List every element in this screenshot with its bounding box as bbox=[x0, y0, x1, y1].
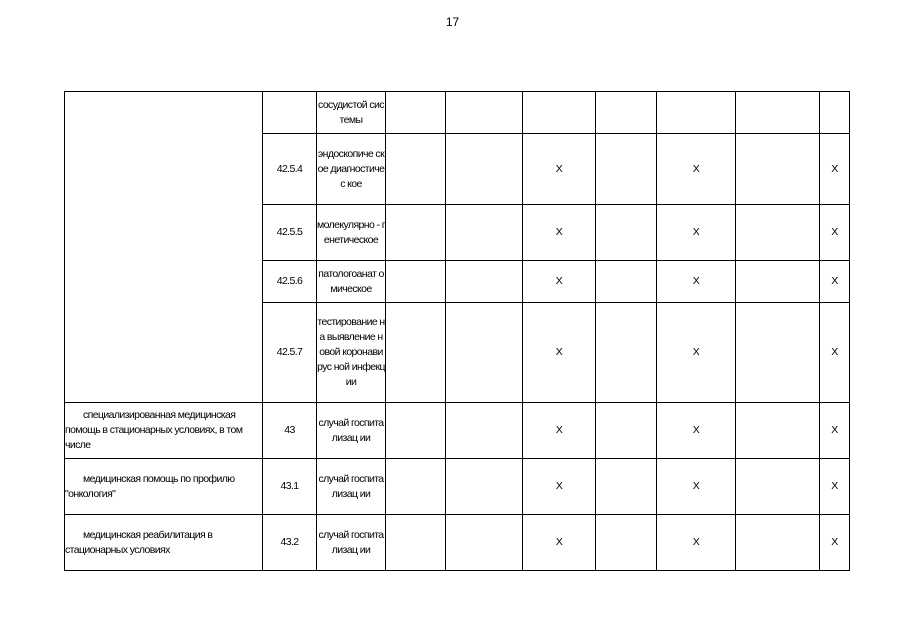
row-value: Х bbox=[523, 459, 596, 515]
row-value: Х bbox=[657, 303, 736, 403]
row-value: Х bbox=[523, 303, 596, 403]
row-value bbox=[596, 515, 657, 571]
row-value: Х bbox=[657, 205, 736, 261]
row-value bbox=[446, 261, 523, 303]
row-unit: случай госпитализац ии bbox=[317, 403, 386, 459]
row-value bbox=[657, 92, 736, 134]
row-value bbox=[596, 92, 657, 134]
row-value bbox=[386, 92, 446, 134]
row-value: Х bbox=[820, 403, 850, 459]
row-code: 42.5.7 bbox=[263, 303, 317, 403]
row-value: Х bbox=[523, 261, 596, 303]
row-value bbox=[386, 403, 446, 459]
row-value bbox=[596, 261, 657, 303]
row-value: Х bbox=[820, 459, 850, 515]
row-value bbox=[446, 92, 523, 134]
row-value bbox=[446, 134, 523, 205]
row-unit: молекулярно - генетическое bbox=[317, 205, 386, 261]
row-value bbox=[820, 92, 850, 134]
row-value bbox=[736, 261, 820, 303]
row-code: 42.5.6 bbox=[263, 261, 317, 303]
table-row bbox=[65, 403, 850, 459]
row-code: 42.5.5 bbox=[263, 205, 317, 261]
row-value: Х bbox=[820, 515, 850, 571]
row-value bbox=[596, 134, 657, 205]
row-value bbox=[736, 205, 820, 261]
row-value: Х bbox=[657, 403, 736, 459]
row-code: 42.5.4 bbox=[263, 134, 317, 205]
row-value: Х bbox=[523, 205, 596, 261]
row-unit: тестирование на выявление новой коронавирус ной инфекции bbox=[317, 303, 386, 403]
row-value bbox=[386, 303, 446, 403]
row-value bbox=[386, 134, 446, 205]
row-value bbox=[596, 403, 657, 459]
row-value bbox=[736, 459, 820, 515]
row-value bbox=[736, 134, 820, 205]
row-value bbox=[596, 205, 657, 261]
row-name: специализированная медицинская помощь в стационарных условиях, в том числе bbox=[65, 403, 263, 459]
row-value: Х bbox=[523, 515, 596, 571]
row-code: 43.2 bbox=[263, 515, 317, 571]
row-value: Х bbox=[657, 515, 736, 571]
row-value: Х bbox=[657, 261, 736, 303]
row-value bbox=[386, 261, 446, 303]
row-value: Х bbox=[820, 261, 850, 303]
row-value: Х bbox=[657, 134, 736, 205]
row-value bbox=[596, 459, 657, 515]
page-number: 17 bbox=[445, 15, 460, 29]
row-value bbox=[446, 205, 523, 261]
row-value bbox=[596, 303, 657, 403]
row-value bbox=[736, 303, 820, 403]
row-value bbox=[523, 92, 596, 134]
row-unit: случай госпитализац ии bbox=[317, 515, 386, 571]
row-value: Х bbox=[820, 134, 850, 205]
row-name: медицинская помощь по профилю "онкология" bbox=[65, 459, 263, 515]
table-row bbox=[65, 515, 850, 571]
table-row bbox=[65, 459, 850, 515]
row-value bbox=[736, 403, 820, 459]
row-value bbox=[386, 515, 446, 571]
row-value: Х bbox=[820, 303, 850, 403]
row-code bbox=[263, 92, 317, 134]
row-name: медицинская реабилитация в стационарных условиях bbox=[65, 515, 263, 571]
row-value bbox=[446, 459, 523, 515]
row-value bbox=[736, 515, 820, 571]
row-value bbox=[386, 459, 446, 515]
row-code: 43 bbox=[263, 403, 317, 459]
row-value: Х bbox=[657, 459, 736, 515]
row-code: 43.1 bbox=[263, 459, 317, 515]
table-row bbox=[65, 92, 850, 134]
row-value: Х bbox=[523, 403, 596, 459]
row-unit: случай госпитализац ии bbox=[317, 459, 386, 515]
row-value bbox=[446, 515, 523, 571]
row-unit: эндоскопиче ское диагностичес кое bbox=[317, 134, 386, 205]
row-value: Х bbox=[820, 205, 850, 261]
row-value bbox=[446, 303, 523, 403]
row-unit: патологоанат омическое bbox=[317, 261, 386, 303]
row-unit: сосудистой системы bbox=[317, 92, 386, 134]
row-value bbox=[446, 403, 523, 459]
row-name-cell bbox=[65, 92, 263, 403]
row-value bbox=[736, 92, 820, 134]
data-table bbox=[64, 91, 850, 571]
row-value bbox=[386, 205, 446, 261]
row-value: Х bbox=[523, 134, 596, 205]
